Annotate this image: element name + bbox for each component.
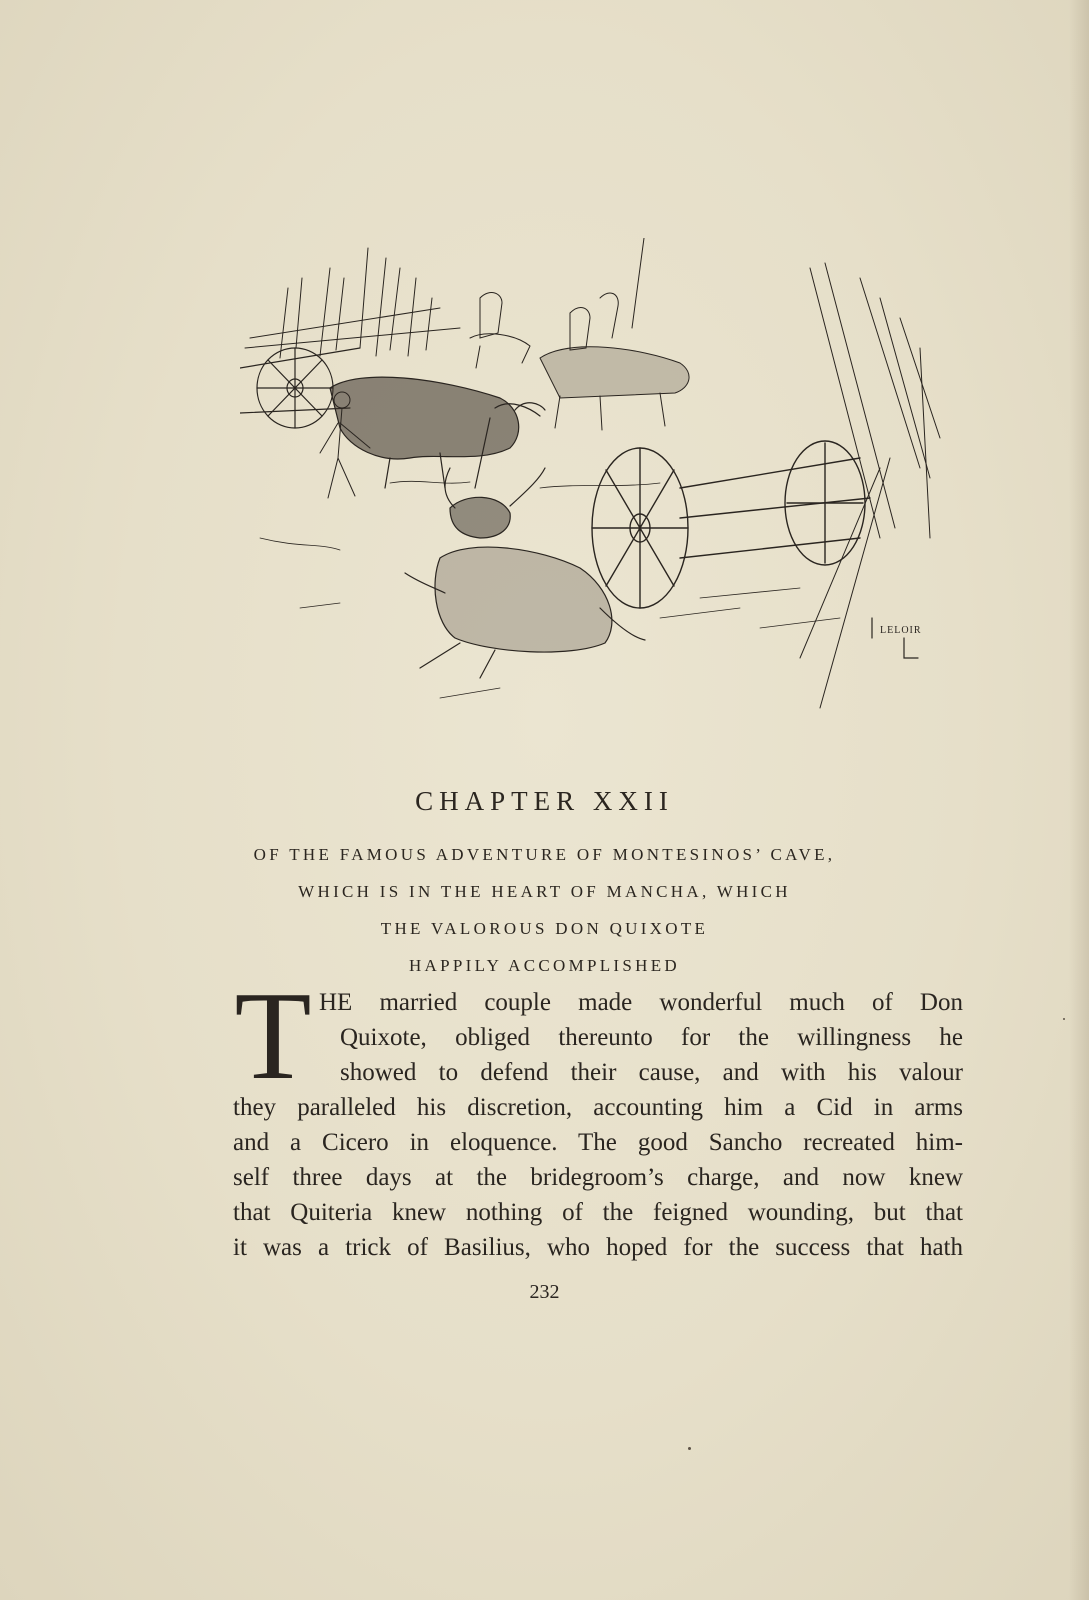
fence-poles-left — [245, 248, 460, 358]
artist-signature-mark — [872, 618, 918, 658]
etching-ox-cart-scene — [240, 238, 950, 723]
large-cart-wheel — [592, 441, 870, 608]
text-line: showed to defend their cause, and with his valour — [340, 1059, 963, 1086]
paper-speck — [1063, 1018, 1065, 1020]
chapter-title: CHAPTER XXII — [415, 786, 674, 816]
text-line: it was a trick of Basilius, who hoped for the success that hath — [233, 1234, 963, 1261]
lying-ox — [405, 468, 645, 678]
dark-ox — [330, 377, 545, 488]
subtitle-line: THE VALOROUS DON QUIXOTE — [380, 919, 709, 938]
page-number: 232 — [529, 1281, 560, 1303]
chapter-subtitle — [0, 836, 1089, 984]
text-line: they paralleled his discretion, accounting him a Cid in arms — [233, 1094, 963, 1121]
body-text — [233, 967, 963, 1265]
chapter-illustration — [240, 238, 950, 723]
text-line: Quixote, obliged thereunto for the willingness he — [340, 1024, 963, 1051]
paper-speck — [688, 1447, 691, 1450]
fence-poles-right — [800, 263, 940, 708]
text-line: self three days at the bridegroom’s charge, and now knew — [233, 1164, 963, 1191]
artist-signature: LELOIR — [880, 625, 922, 636]
text-line: HE married couple made wonderful much of Don — [319, 989, 963, 1016]
text-line: that Quiteria knew nothing of the feigned wounding, but that — [233, 1199, 963, 1226]
text-line: and a Cicero in eloquence. The good Sancho recreated him- — [233, 1129, 963, 1156]
subtitle-line: WHICH IS IN THE HEART OF MANCHA, WHICH — [298, 882, 791, 901]
subtitle-line: HAPPILY ACCOMPLISHED — [408, 956, 680, 975]
subtitle-line: OF THE FAMOUS ADVENTURE OF MONTESINOS’ CAVE, — [253, 845, 836, 864]
drop-cap: T — [234, 967, 312, 1106]
